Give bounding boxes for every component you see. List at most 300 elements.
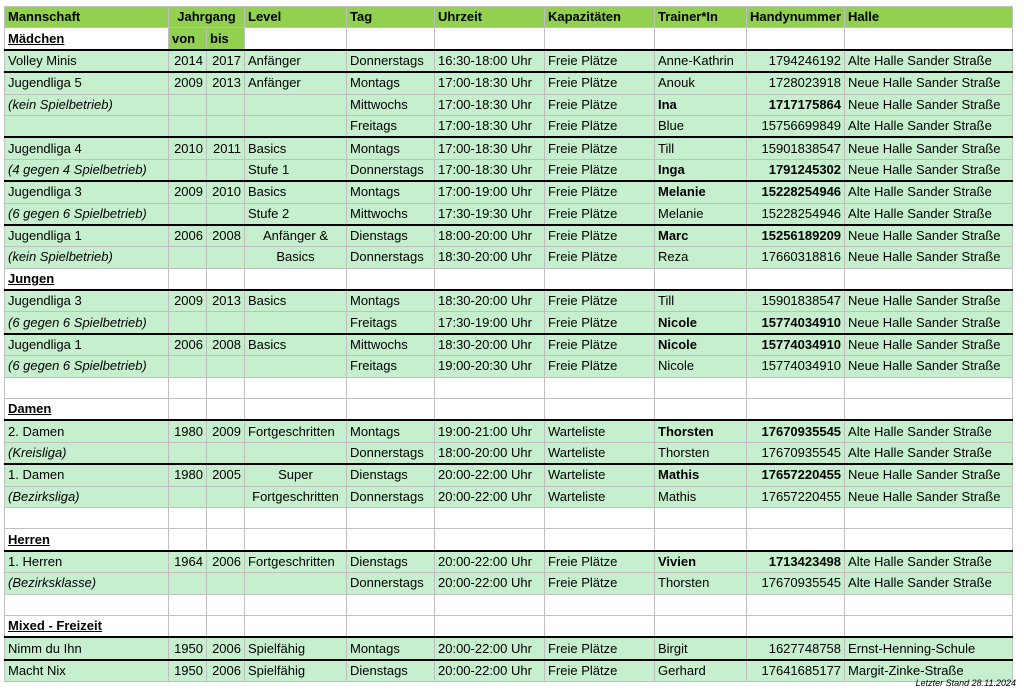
empty-cell [245, 28, 347, 50]
cell-hall: Neue Halle Sander Straße [845, 464, 1013, 486]
empty-cell [747, 28, 845, 50]
empty-cell [5, 377, 169, 398]
table-row [5, 486, 1013, 507]
cell-year-to: 2013 [207, 72, 245, 94]
cell-time: 17:00-18:30 Uhr [435, 159, 545, 181]
empty-cell [207, 507, 245, 528]
table-row [5, 94, 1013, 115]
cell-capacity: Freie Plätze [545, 181, 655, 203]
table-row [5, 312, 1013, 334]
cell-time: 16:30-18:00 Uhr [435, 50, 545, 72]
cell-day: Dienstags [347, 464, 435, 486]
empty-cell [845, 529, 1013, 551]
cell-time: 17:00-18:30 Uhr [435, 115, 545, 137]
empty-cell [845, 28, 1013, 50]
cell-hall: Alte Halle Sander Straße [845, 181, 1013, 203]
table-row [5, 573, 1013, 594]
cell-phone: 15756699849 [747, 115, 845, 137]
empty-cell [347, 615, 435, 637]
cell-level: Fortgeschritten [245, 486, 347, 507]
cell-trainer: Till [655, 290, 747, 312]
cell-year-to [207, 159, 245, 181]
cell-trainer: Nicole [655, 356, 747, 377]
cell-day: Donnerstags [347, 573, 435, 594]
table-row [5, 203, 1013, 225]
cell-team: (6 gegen 6 Spielbetrieb) [5, 356, 169, 377]
cell-trainer: Mathis [655, 486, 747, 507]
cell-time: 20:00-22:00 Uhr [435, 637, 545, 659]
table-row [5, 356, 1013, 377]
cell-year-from: 1964 [169, 551, 207, 573]
cell-capacity: Warteliste [545, 442, 655, 464]
cell-hall: Alte Halle Sander Straße [845, 551, 1013, 573]
cell-day: Freitags [347, 312, 435, 334]
cell-capacity: Freie Plätze [545, 159, 655, 181]
header-tag: Tag [347, 7, 435, 28]
cell-year-from: 2009 [169, 181, 207, 203]
cell-year-to [207, 573, 245, 594]
header-von: von [169, 28, 207, 50]
cell-time: 18:00-20:00 Uhr [435, 442, 545, 464]
cell-year-from [169, 312, 207, 334]
cell-year-to: 2006 [207, 551, 245, 573]
empty-cell [435, 529, 545, 551]
empty-cell [747, 594, 845, 615]
cell-year-from [169, 573, 207, 594]
empty-cell [207, 594, 245, 615]
empty-cell [747, 268, 845, 290]
section-title: Herren [5, 529, 169, 551]
cell-phone: 17670935545 [747, 420, 845, 442]
cell-time: 18:00-20:00 Uhr [435, 225, 545, 247]
empty-cell [545, 615, 655, 637]
cell-capacity: Freie Plätze [545, 637, 655, 659]
empty-cell [845, 615, 1013, 637]
empty-cell [655, 377, 747, 398]
cell-team: (kein Spielbetrieb) [5, 94, 169, 115]
cell-level: Anfänger [245, 72, 347, 94]
cell-day: Freitags [347, 356, 435, 377]
table-row [5, 181, 1013, 203]
cell-level: Spielfähig [245, 660, 347, 682]
empty-cell [169, 399, 207, 421]
cell-time: 19:00-20:30 Uhr [435, 356, 545, 377]
header-mannschaft: Mannschaft [5, 7, 169, 28]
section-title: Damen [5, 399, 169, 421]
cell-time: 20:00-22:00 Uhr [435, 660, 545, 682]
empty-cell [347, 28, 435, 50]
cell-level [245, 356, 347, 377]
table-row [5, 290, 1013, 312]
empty-cell [845, 594, 1013, 615]
cell-level: Stufe 1 [245, 159, 347, 181]
empty-cell [545, 529, 655, 551]
header-bis: bis [207, 28, 245, 50]
blank-row [5, 594, 1013, 615]
cell-level [245, 115, 347, 137]
empty-cell [655, 399, 747, 421]
cell-day: Mittwochs [347, 203, 435, 225]
cell-year-to [207, 203, 245, 225]
empty-cell [347, 268, 435, 290]
empty-cell [545, 377, 655, 398]
empty-cell [207, 529, 245, 551]
cell-day: Donnerstags [347, 159, 435, 181]
cell-phone: 17641685177 [747, 660, 845, 682]
cell-hall: Neue Halle Sander Straße [845, 94, 1013, 115]
cell-trainer: Thorsten [655, 442, 747, 464]
cell-day: Montags [347, 72, 435, 94]
cell-year-from [169, 203, 207, 225]
empty-cell [545, 28, 655, 50]
empty-cell [169, 529, 207, 551]
blank-row [5, 507, 1013, 528]
empty-cell [207, 615, 245, 637]
cell-year-from: 1950 [169, 637, 207, 659]
cell-time: 20:00-22:00 Uhr [435, 573, 545, 594]
cell-hall: Neue Halle Sander Straße [845, 225, 1013, 247]
cell-team: Macht Nix [5, 660, 169, 682]
cell-hall: Neue Halle Sander Straße [845, 486, 1013, 507]
cell-level: Fortgeschritten [245, 551, 347, 573]
cell-day: Montags [347, 181, 435, 203]
cell-hall: Neue Halle Sander Straße [845, 290, 1013, 312]
empty-cell [845, 399, 1013, 421]
cell-day: Dienstags [347, 660, 435, 682]
cell-capacity: Freie Plätze [545, 551, 655, 573]
cell-level: Basics [245, 334, 347, 356]
cell-hall: Neue Halle Sander Straße [845, 334, 1013, 356]
cell-phone: 15774034910 [747, 312, 845, 334]
cell-capacity: Freie Plätze [545, 247, 655, 268]
table-row [5, 442, 1013, 464]
cell-hall: Alte Halle Sander Straße [845, 442, 1013, 464]
empty-cell [169, 507, 207, 528]
empty-cell [245, 507, 347, 528]
cell-day: Montags [347, 637, 435, 659]
cell-hall: Neue Halle Sander Straße [845, 312, 1013, 334]
section-title: Mixed - Freizeit [5, 615, 169, 637]
header-halle: Halle [845, 7, 1013, 28]
cell-phone: 15256189209 [747, 225, 845, 247]
cell-year-to [207, 247, 245, 268]
cell-team: Jugendliga 1 [5, 334, 169, 356]
empty-cell [245, 377, 347, 398]
cell-year-to [207, 115, 245, 137]
cell-team [5, 115, 169, 137]
cell-time: 17:00-18:30 Uhr [435, 137, 545, 159]
header-trainer: Trainer*In [655, 7, 747, 28]
cell-team: Jugendliga 3 [5, 290, 169, 312]
table-row [5, 660, 1013, 682]
empty-cell [845, 377, 1013, 398]
cell-year-to: 2009 [207, 420, 245, 442]
empty-cell [655, 28, 747, 50]
cell-team: Nimm du Ihn [5, 637, 169, 659]
cell-day: Donnerstags [347, 486, 435, 507]
empty-cell [207, 268, 245, 290]
cell-capacity: Freie Plätze [545, 137, 655, 159]
cell-level: Anfänger [245, 50, 347, 72]
cell-level: Super [245, 464, 347, 486]
section-row [5, 268, 1013, 290]
cell-time: 18:30-20:00 Uhr [435, 334, 545, 356]
cell-trainer: Nicole [655, 312, 747, 334]
section-title: Jungen [5, 268, 169, 290]
cell-phone: 1791245302 [747, 159, 845, 181]
cell-phone: 17657220455 [747, 486, 845, 507]
cell-hall: Neue Halle Sander Straße [845, 356, 1013, 377]
cell-team: Jugendliga 3 [5, 181, 169, 203]
cell-day: Mittwochs [347, 334, 435, 356]
cell-year-to: 2006 [207, 660, 245, 682]
cell-year-from: 2006 [169, 225, 207, 247]
empty-cell [245, 268, 347, 290]
cell-year-from [169, 356, 207, 377]
cell-capacity: Freie Plätze [545, 312, 655, 334]
empty-cell [435, 399, 545, 421]
cell-level: Basics [245, 181, 347, 203]
cell-capacity: Freie Plätze [545, 356, 655, 377]
last-updated-note: Letzter Stand 28.11.2024 [915, 678, 1016, 688]
cell-capacity: Warteliste [545, 486, 655, 507]
table-row [5, 137, 1013, 159]
cell-team: 1. Damen [5, 464, 169, 486]
cell-level [245, 573, 347, 594]
empty-cell [245, 529, 347, 551]
cell-capacity: Warteliste [545, 464, 655, 486]
cell-phone: 15774034910 [747, 334, 845, 356]
cell-phone: 1728023918 [747, 72, 845, 94]
table-row [5, 225, 1013, 247]
cell-year-to: 2017 [207, 50, 245, 72]
cell-capacity: Freie Plätze [545, 94, 655, 115]
cell-day: Donnerstags [347, 50, 435, 72]
cell-year-from [169, 94, 207, 115]
cell-team: (4 gegen 4 Spielbetrieb) [5, 159, 169, 181]
cell-hall: Ernst-Henning-Schule [845, 637, 1013, 659]
empty-cell [747, 507, 845, 528]
empty-cell [347, 594, 435, 615]
cell-hall: Neue Halle Sander Straße [845, 159, 1013, 181]
schedule-table [4, 6, 1013, 682]
cell-year-from: 2009 [169, 290, 207, 312]
empty-cell [169, 615, 207, 637]
empty-cell [845, 507, 1013, 528]
cell-trainer: Gerhard [655, 660, 747, 682]
section-row [5, 399, 1013, 421]
cell-level [245, 94, 347, 115]
cell-trainer: Till [655, 137, 747, 159]
empty-cell [435, 594, 545, 615]
cell-day: Montags [347, 420, 435, 442]
cell-team: Volley Minis [5, 50, 169, 72]
cell-time: 19:00-21:00 Uhr [435, 420, 545, 442]
empty-cell [347, 507, 435, 528]
header-kapazitaeten: Kapazitäten [545, 7, 655, 28]
empty-cell [245, 594, 347, 615]
cell-phone: 1627748758 [747, 637, 845, 659]
empty-cell [245, 399, 347, 421]
cell-phone: 15774034910 [747, 356, 845, 377]
section-row [5, 615, 1013, 637]
cell-phone: 1717175864 [747, 94, 845, 115]
empty-cell [545, 594, 655, 615]
cell-level [245, 312, 347, 334]
empty-cell [435, 268, 545, 290]
empty-cell [5, 507, 169, 528]
header-handynummer: Handynummer [747, 7, 845, 28]
empty-cell [655, 615, 747, 637]
cell-year-from: 2010 [169, 137, 207, 159]
cell-capacity: Freie Plätze [545, 50, 655, 72]
cell-year-from: 2006 [169, 334, 207, 356]
cell-level: Spielfähig [245, 637, 347, 659]
cell-day: Donnerstags [347, 247, 435, 268]
cell-hall: Neue Halle Sander Straße [845, 72, 1013, 94]
empty-cell [347, 399, 435, 421]
header-jahrgang: Jahrgang [169, 7, 245, 28]
cell-phone: 17660318816 [747, 247, 845, 268]
cell-trainer: Mathis [655, 464, 747, 486]
cell-level [245, 442, 347, 464]
cell-time: 17:00-19:00 Uhr [435, 181, 545, 203]
cell-capacity: Freie Plätze [545, 290, 655, 312]
empty-cell [207, 399, 245, 421]
cell-time: 17:30-19:30 Uhr [435, 203, 545, 225]
empty-cell [207, 377, 245, 398]
table-row [5, 115, 1013, 137]
cell-trainer: Thorsten [655, 573, 747, 594]
table-row [5, 551, 1013, 573]
cell-year-to [207, 442, 245, 464]
cell-phone: 1713423498 [747, 551, 845, 573]
cell-time: 18:30-20:00 Uhr [435, 290, 545, 312]
cell-hall: Alte Halle Sander Straße [845, 50, 1013, 72]
cell-trainer: Inga [655, 159, 747, 181]
table-row [5, 464, 1013, 486]
cell-hall: Alte Halle Sander Straße [845, 115, 1013, 137]
cell-trainer: Marc [655, 225, 747, 247]
cell-capacity: Freie Plätze [545, 203, 655, 225]
cell-year-to: 2006 [207, 637, 245, 659]
cell-year-from [169, 486, 207, 507]
cell-team: (kein Spielbetrieb) [5, 247, 169, 268]
cell-capacity: Warteliste [545, 420, 655, 442]
header-uhrzeit: Uhrzeit [435, 7, 545, 28]
cell-trainer: Anne-Kathrin [655, 50, 747, 72]
cell-hall: Alte Halle Sander Straße [845, 420, 1013, 442]
cell-year-from: 1980 [169, 420, 207, 442]
cell-trainer: Birgit [655, 637, 747, 659]
cell-team: (Bezirksklasse) [5, 573, 169, 594]
cell-year-to: 2011 [207, 137, 245, 159]
cell-phone: 15228254946 [747, 181, 845, 203]
empty-cell [655, 507, 747, 528]
cell-phone: 15901838547 [747, 290, 845, 312]
cell-year-from [169, 115, 207, 137]
empty-cell [545, 399, 655, 421]
cell-day: Dienstags [347, 225, 435, 247]
empty-cell [545, 507, 655, 528]
cell-capacity: Freie Plätze [545, 72, 655, 94]
cell-trainer: Melanie [655, 181, 747, 203]
section-row [5, 28, 1013, 50]
cell-level: Basics [245, 290, 347, 312]
empty-cell [655, 268, 747, 290]
cell-hall: Margit-Zinke-Straße [845, 660, 1013, 682]
cell-capacity: Freie Plätze [545, 115, 655, 137]
empty-cell [845, 268, 1013, 290]
cell-year-from [169, 159, 207, 181]
cell-year-from: 2009 [169, 72, 207, 94]
cell-year-to [207, 312, 245, 334]
cell-capacity: Freie Plätze [545, 660, 655, 682]
cell-time: 20:00-22:00 Uhr [435, 464, 545, 486]
cell-phone: 1794246192 [747, 50, 845, 72]
cell-year-to: 2008 [207, 225, 245, 247]
cell-team: Jugendliga 5 [5, 72, 169, 94]
empty-cell [655, 529, 747, 551]
empty-cell [435, 615, 545, 637]
cell-phone: 15901838547 [747, 137, 845, 159]
cell-year-to: 2008 [207, 334, 245, 356]
cell-level: Fortgeschritten [245, 420, 347, 442]
cell-capacity: Freie Plätze [545, 573, 655, 594]
empty-cell [435, 377, 545, 398]
cell-day: Mittwochs [347, 94, 435, 115]
cell-trainer: Anouk [655, 72, 747, 94]
cell-trainer: Thorsten [655, 420, 747, 442]
empty-cell [747, 615, 845, 637]
cell-trainer: Blue [655, 115, 747, 137]
cell-year-from [169, 442, 207, 464]
cell-day: Donnerstags [347, 442, 435, 464]
empty-cell [747, 529, 845, 551]
cell-trainer: Ina [655, 94, 747, 115]
cell-phone: 17657220455 [747, 464, 845, 486]
cell-capacity: Freie Plätze [545, 225, 655, 247]
empty-cell [169, 594, 207, 615]
table-row [5, 637, 1013, 659]
header-level: Level [245, 7, 347, 28]
empty-cell [5, 594, 169, 615]
empty-cell [747, 399, 845, 421]
cell-time: 17:30-19:00 Uhr [435, 312, 545, 334]
cell-year-from [169, 247, 207, 268]
empty-cell [169, 268, 207, 290]
cell-level: Stufe 2 [245, 203, 347, 225]
cell-time: 18:30-20:00 Uhr [435, 247, 545, 268]
cell-team: Jugendliga 1 [5, 225, 169, 247]
table-row [5, 50, 1013, 72]
cell-year-to: 2013 [207, 290, 245, 312]
cell-trainer: Nicole [655, 334, 747, 356]
table-row [5, 159, 1013, 181]
empty-cell [347, 377, 435, 398]
cell-trainer: Vivien [655, 551, 747, 573]
cell-year-to [207, 94, 245, 115]
cell-day: Montags [347, 137, 435, 159]
cell-team: Jugendliga 4 [5, 137, 169, 159]
cell-year-to [207, 356, 245, 377]
table-row [5, 334, 1013, 356]
cell-day: Freitags [347, 115, 435, 137]
cell-team: 1. Herren [5, 551, 169, 573]
cell-team: (Kreisliga) [5, 442, 169, 464]
cell-time: 17:00-18:30 Uhr [435, 72, 545, 94]
empty-cell [347, 529, 435, 551]
